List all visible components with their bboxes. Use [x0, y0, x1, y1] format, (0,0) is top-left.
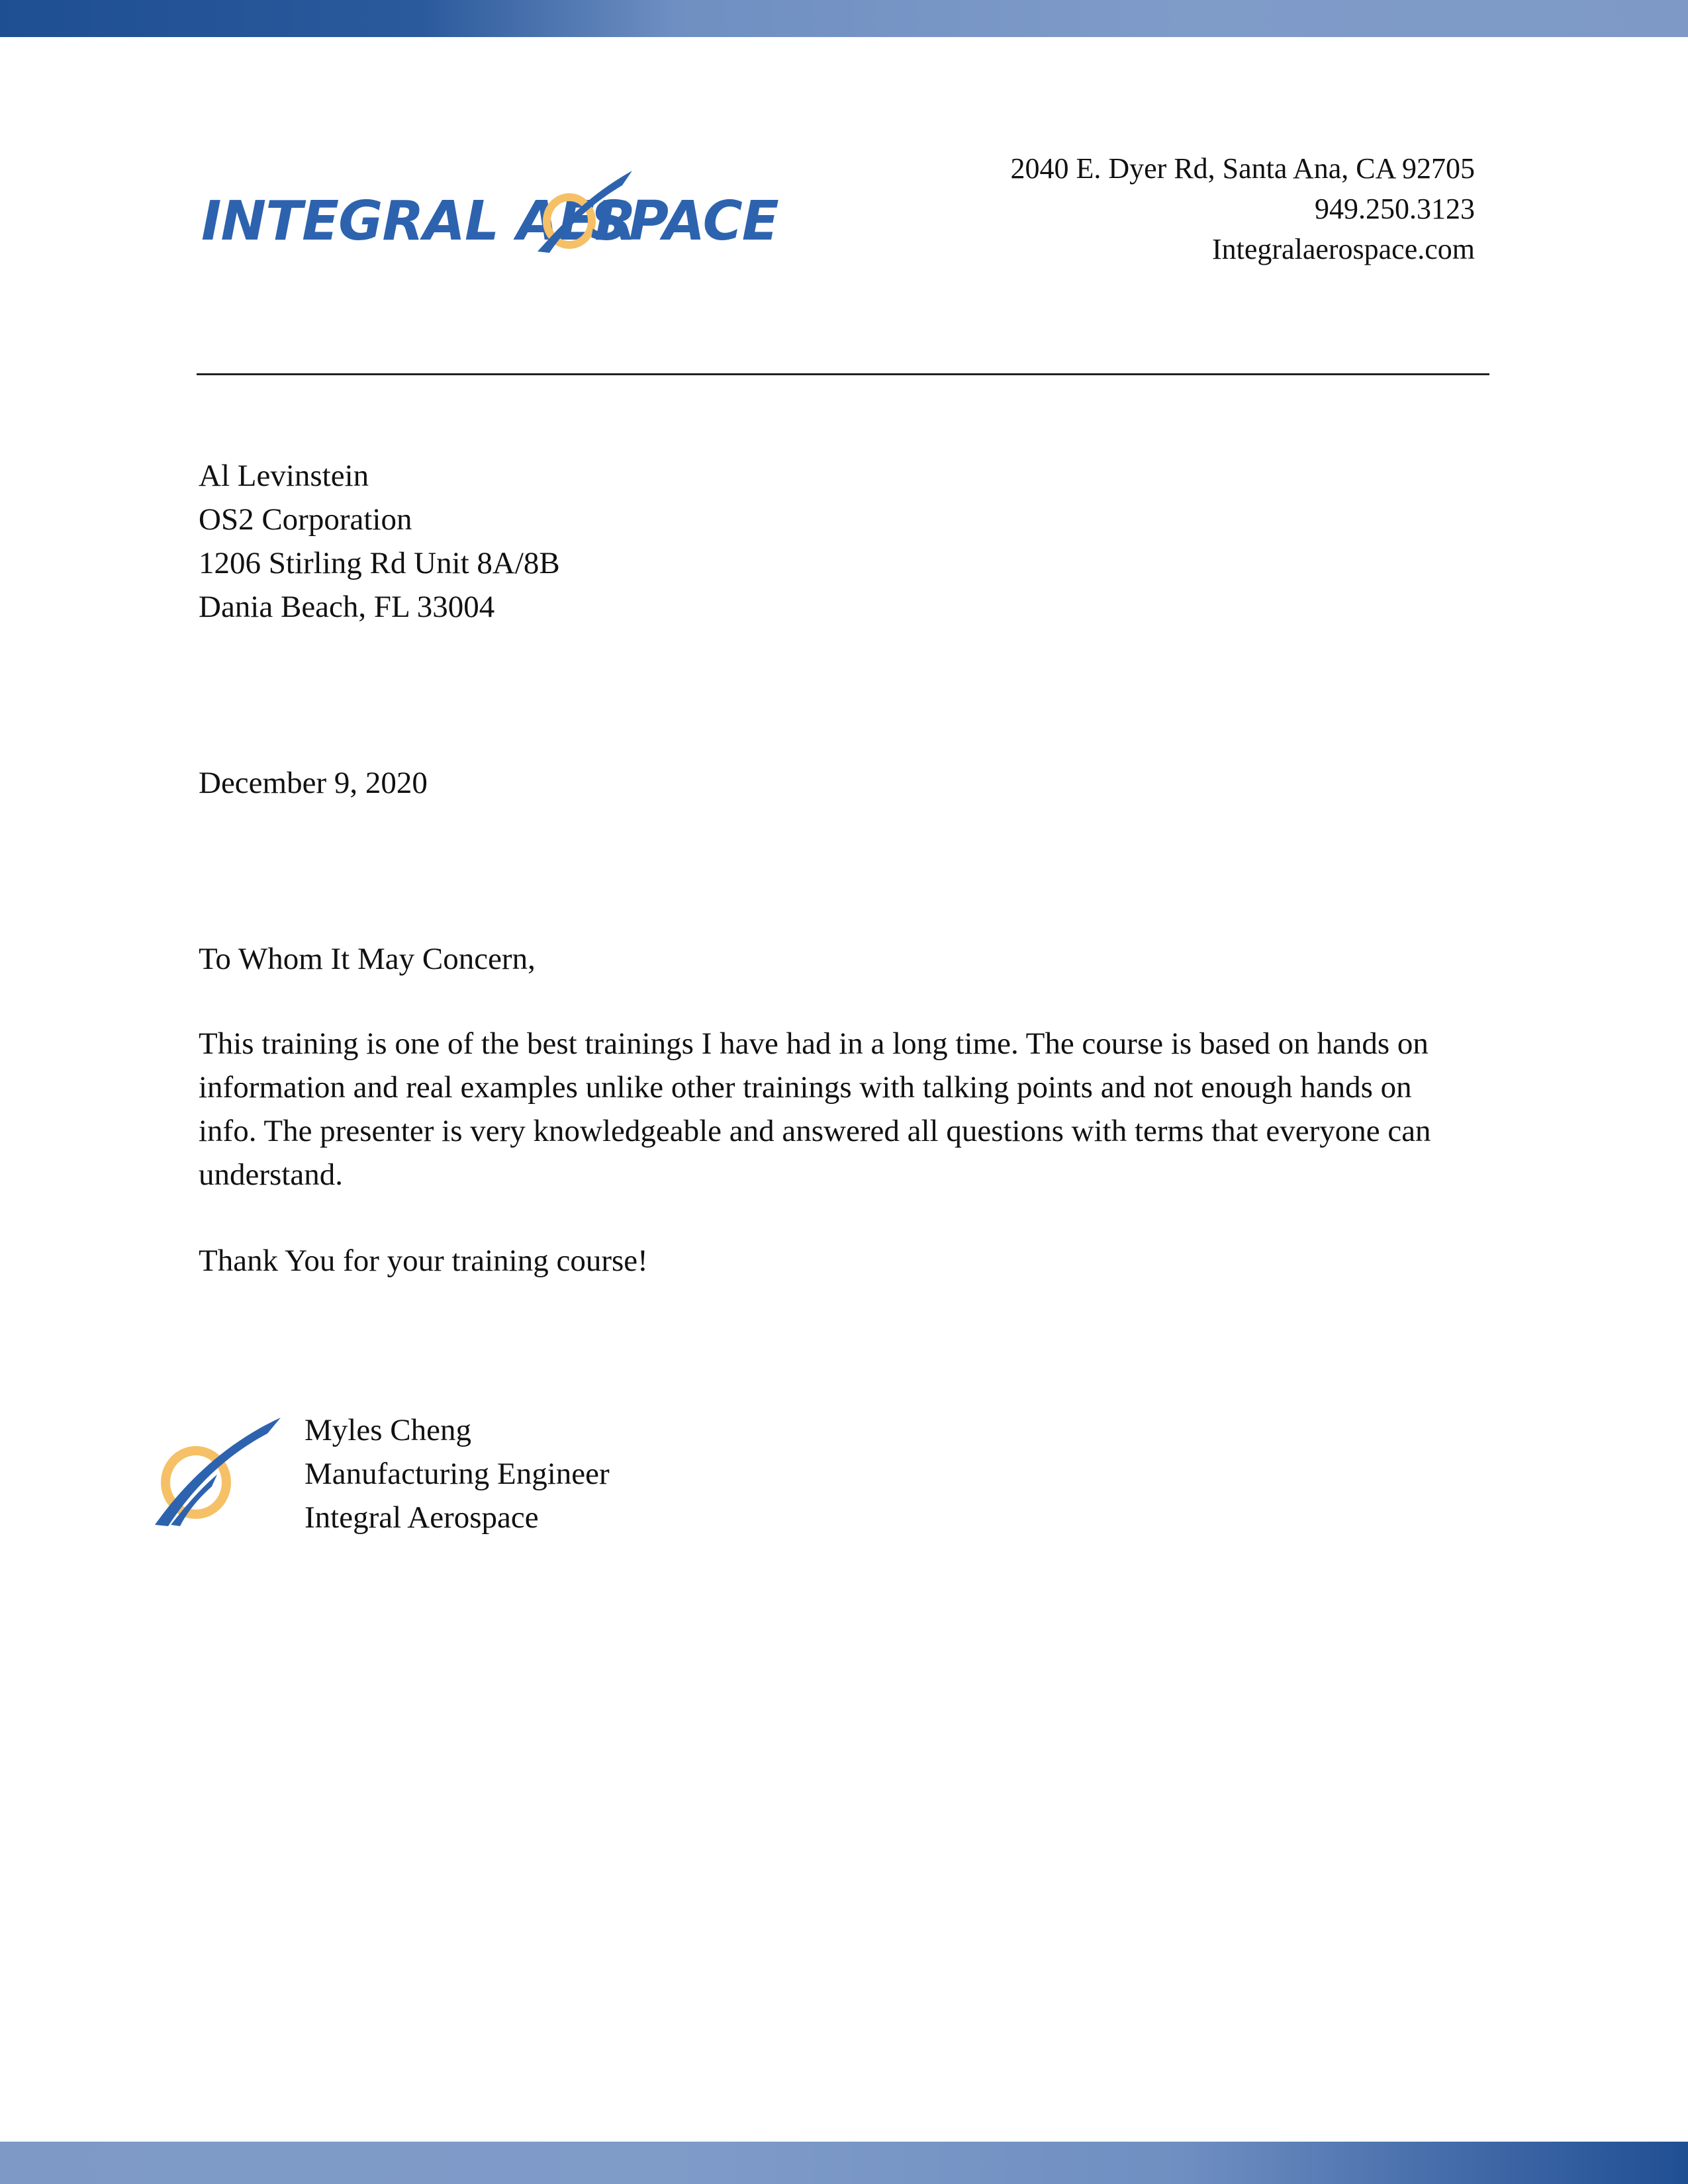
company-phone: 949.250.3123 — [1315, 193, 1475, 225]
recipient-name: Al Levinstein — [199, 459, 369, 493]
logo-text-right: SPACE — [590, 190, 778, 253]
body-paragraph: This training is one of the best trainings I have had in a long time. The course is based on hands on information and real examples unlike other trainings with talking points and not enough hands on info. The presenter is very knowledgeable and answered all questions with terms that everyone can understand. — [199, 1026, 1431, 1192]
company-logo — [199, 159, 778, 258]
salutation: To Whom It May Concern, — [199, 942, 536, 976]
logo-text-left: INTEGRAL AER — [201, 190, 636, 253]
signature-block — [305, 1408, 610, 1539]
letter-date: December 9, 2020 — [199, 766, 428, 800]
signer-company: Integral Aerospace — [305, 1500, 539, 1535]
recipient-city: Dania Beach, FL 33004 — [199, 590, 495, 624]
bottom-color-band — [0, 2142, 1688, 2184]
recipient-company: OS2 Corporation — [199, 502, 412, 537]
letterhead-contact — [813, 148, 1475, 269]
header-divider — [197, 373, 1489, 375]
top-color-band — [0, 0, 1688, 37]
company-website: Integralaerospace.com — [1212, 233, 1475, 265]
signer-name: Myles Cheng — [305, 1413, 471, 1447]
swoosh-icon — [151, 1414, 283, 1526]
recipient-address-block — [199, 454, 560, 629]
recipient-street: 1206 Stirling Rd Unit 8A/8B — [199, 546, 560, 580]
closing-line: Thank You for your training course! — [199, 1244, 648, 1278]
company-address: 2040 E. Dyer Rd, Santa Ana, CA 92705 — [1010, 152, 1475, 185]
signer-title: Manufacturing Engineer — [305, 1457, 610, 1491]
